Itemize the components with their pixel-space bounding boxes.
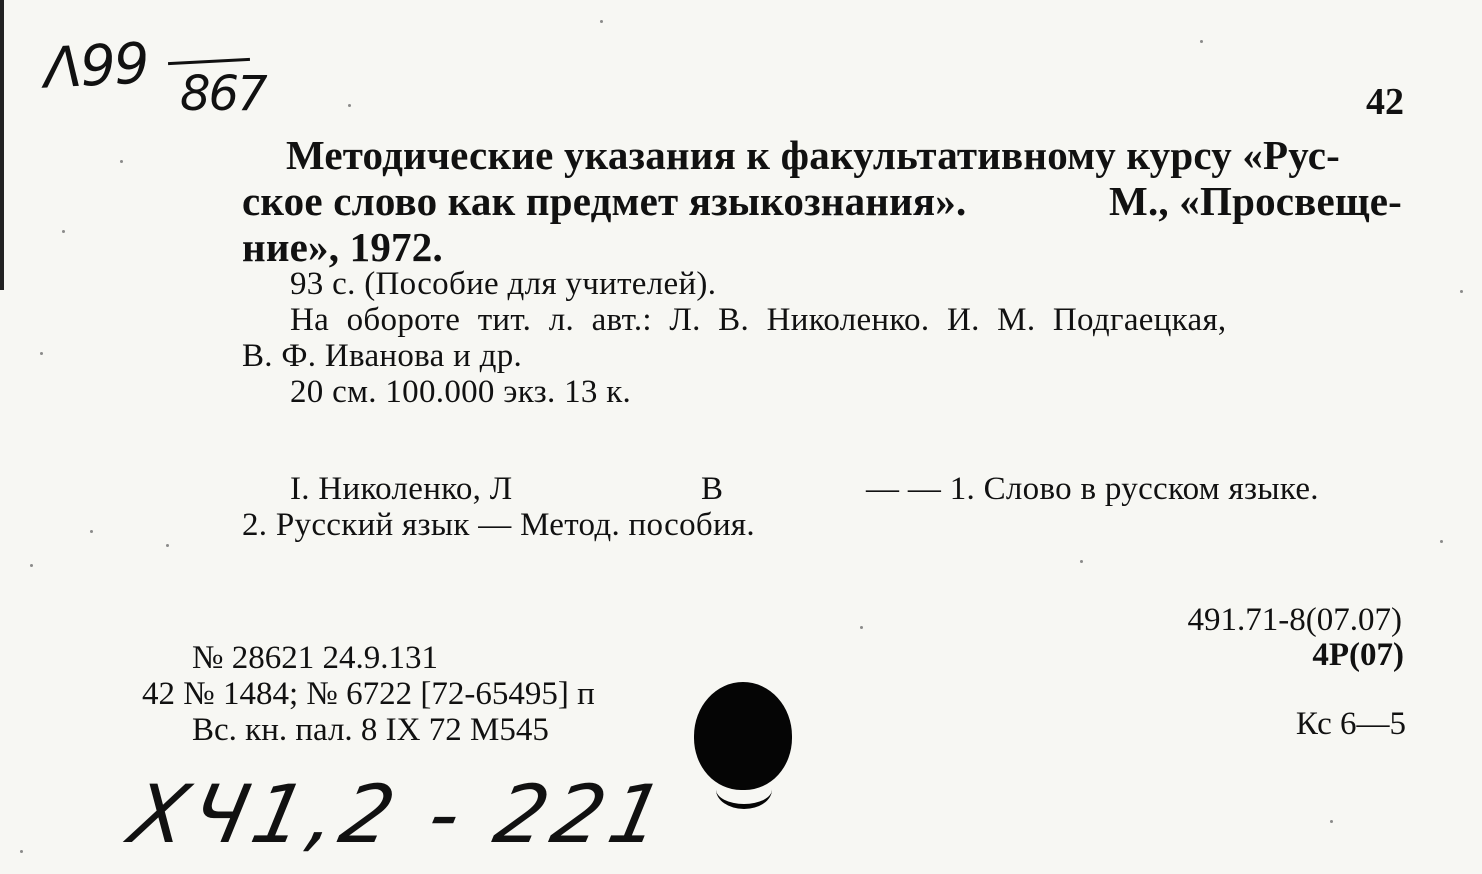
bbk-index: 4Р(07) [1312, 637, 1404, 673]
tracing-subject-1: — — 1. Слово в русском языке. [866, 471, 1319, 507]
dust-speck [166, 544, 169, 547]
tracing-subject-2: 2. Русский язык — Метод. пособия. [242, 507, 755, 543]
registry-number-line: 42 № 1484; № 6722 [72-65495] п [142, 676, 595, 712]
book-chamber-line: Вс. кн. пал. 8 IX 72 М545 [192, 712, 549, 748]
dust-speck [30, 564, 33, 567]
tracing-author: I. Николенко, Л [290, 471, 513, 507]
handwritten-shelf-number: 867 [180, 66, 266, 122]
udc-index: 491.71-8(07.07) [1187, 602, 1402, 638]
title-line-3: ние», 1972. [242, 224, 443, 270]
dust-speck [348, 104, 351, 107]
title-line-2 [242, 178, 1402, 224]
dust-speck [600, 20, 603, 23]
title-line-2-right: М., «Просвеще- [1109, 178, 1402, 224]
punched-hole-edge [716, 770, 772, 809]
dust-speck [1460, 290, 1463, 293]
dust-speck [860, 626, 863, 629]
dust-speck [1440, 540, 1443, 543]
authors-note-line-1: На обороте тит. л. авт.: Л. В. Николенко. И. М. Подгаецкая, [290, 302, 1227, 338]
bibliographic-title [242, 132, 1410, 270]
size-print-run-line: 20 см. 100.000 экз. 13 к. [290, 374, 632, 410]
authors-note-line-2: В. Ф. Иванова и др. [242, 338, 523, 374]
dust-speck [20, 850, 23, 853]
order-number-line: № 28621 24.9.131 [192, 640, 438, 676]
pagination-line: 93 с. (Пособие для учителей). [290, 266, 717, 302]
dust-speck [1200, 40, 1203, 43]
dust-speck [40, 352, 43, 355]
handwritten-fraction-line [168, 58, 250, 65]
card-corner-number: 42 [1366, 81, 1404, 123]
card-set-code: Кс 6—5 [1295, 706, 1406, 742]
dust-speck [120, 160, 123, 163]
dust-speck [62, 230, 65, 233]
dust-speck [1080, 560, 1083, 563]
title-line-2-left: ское слово как предмет языкознания». [242, 178, 967, 224]
handwritten-shelf-mark: Λ99 [42, 31, 150, 102]
handwritten-inventory-number: ХЧ1,2 - 221 [122, 768, 678, 861]
dust-speck [90, 530, 93, 533]
dust-speck [1330, 820, 1333, 823]
title-line-1: Методические указания к факультативному курсу «Рус- [286, 132, 1340, 178]
tracing-author-initial: В [701, 471, 724, 507]
card-edge-shadow [0, 0, 4, 290]
